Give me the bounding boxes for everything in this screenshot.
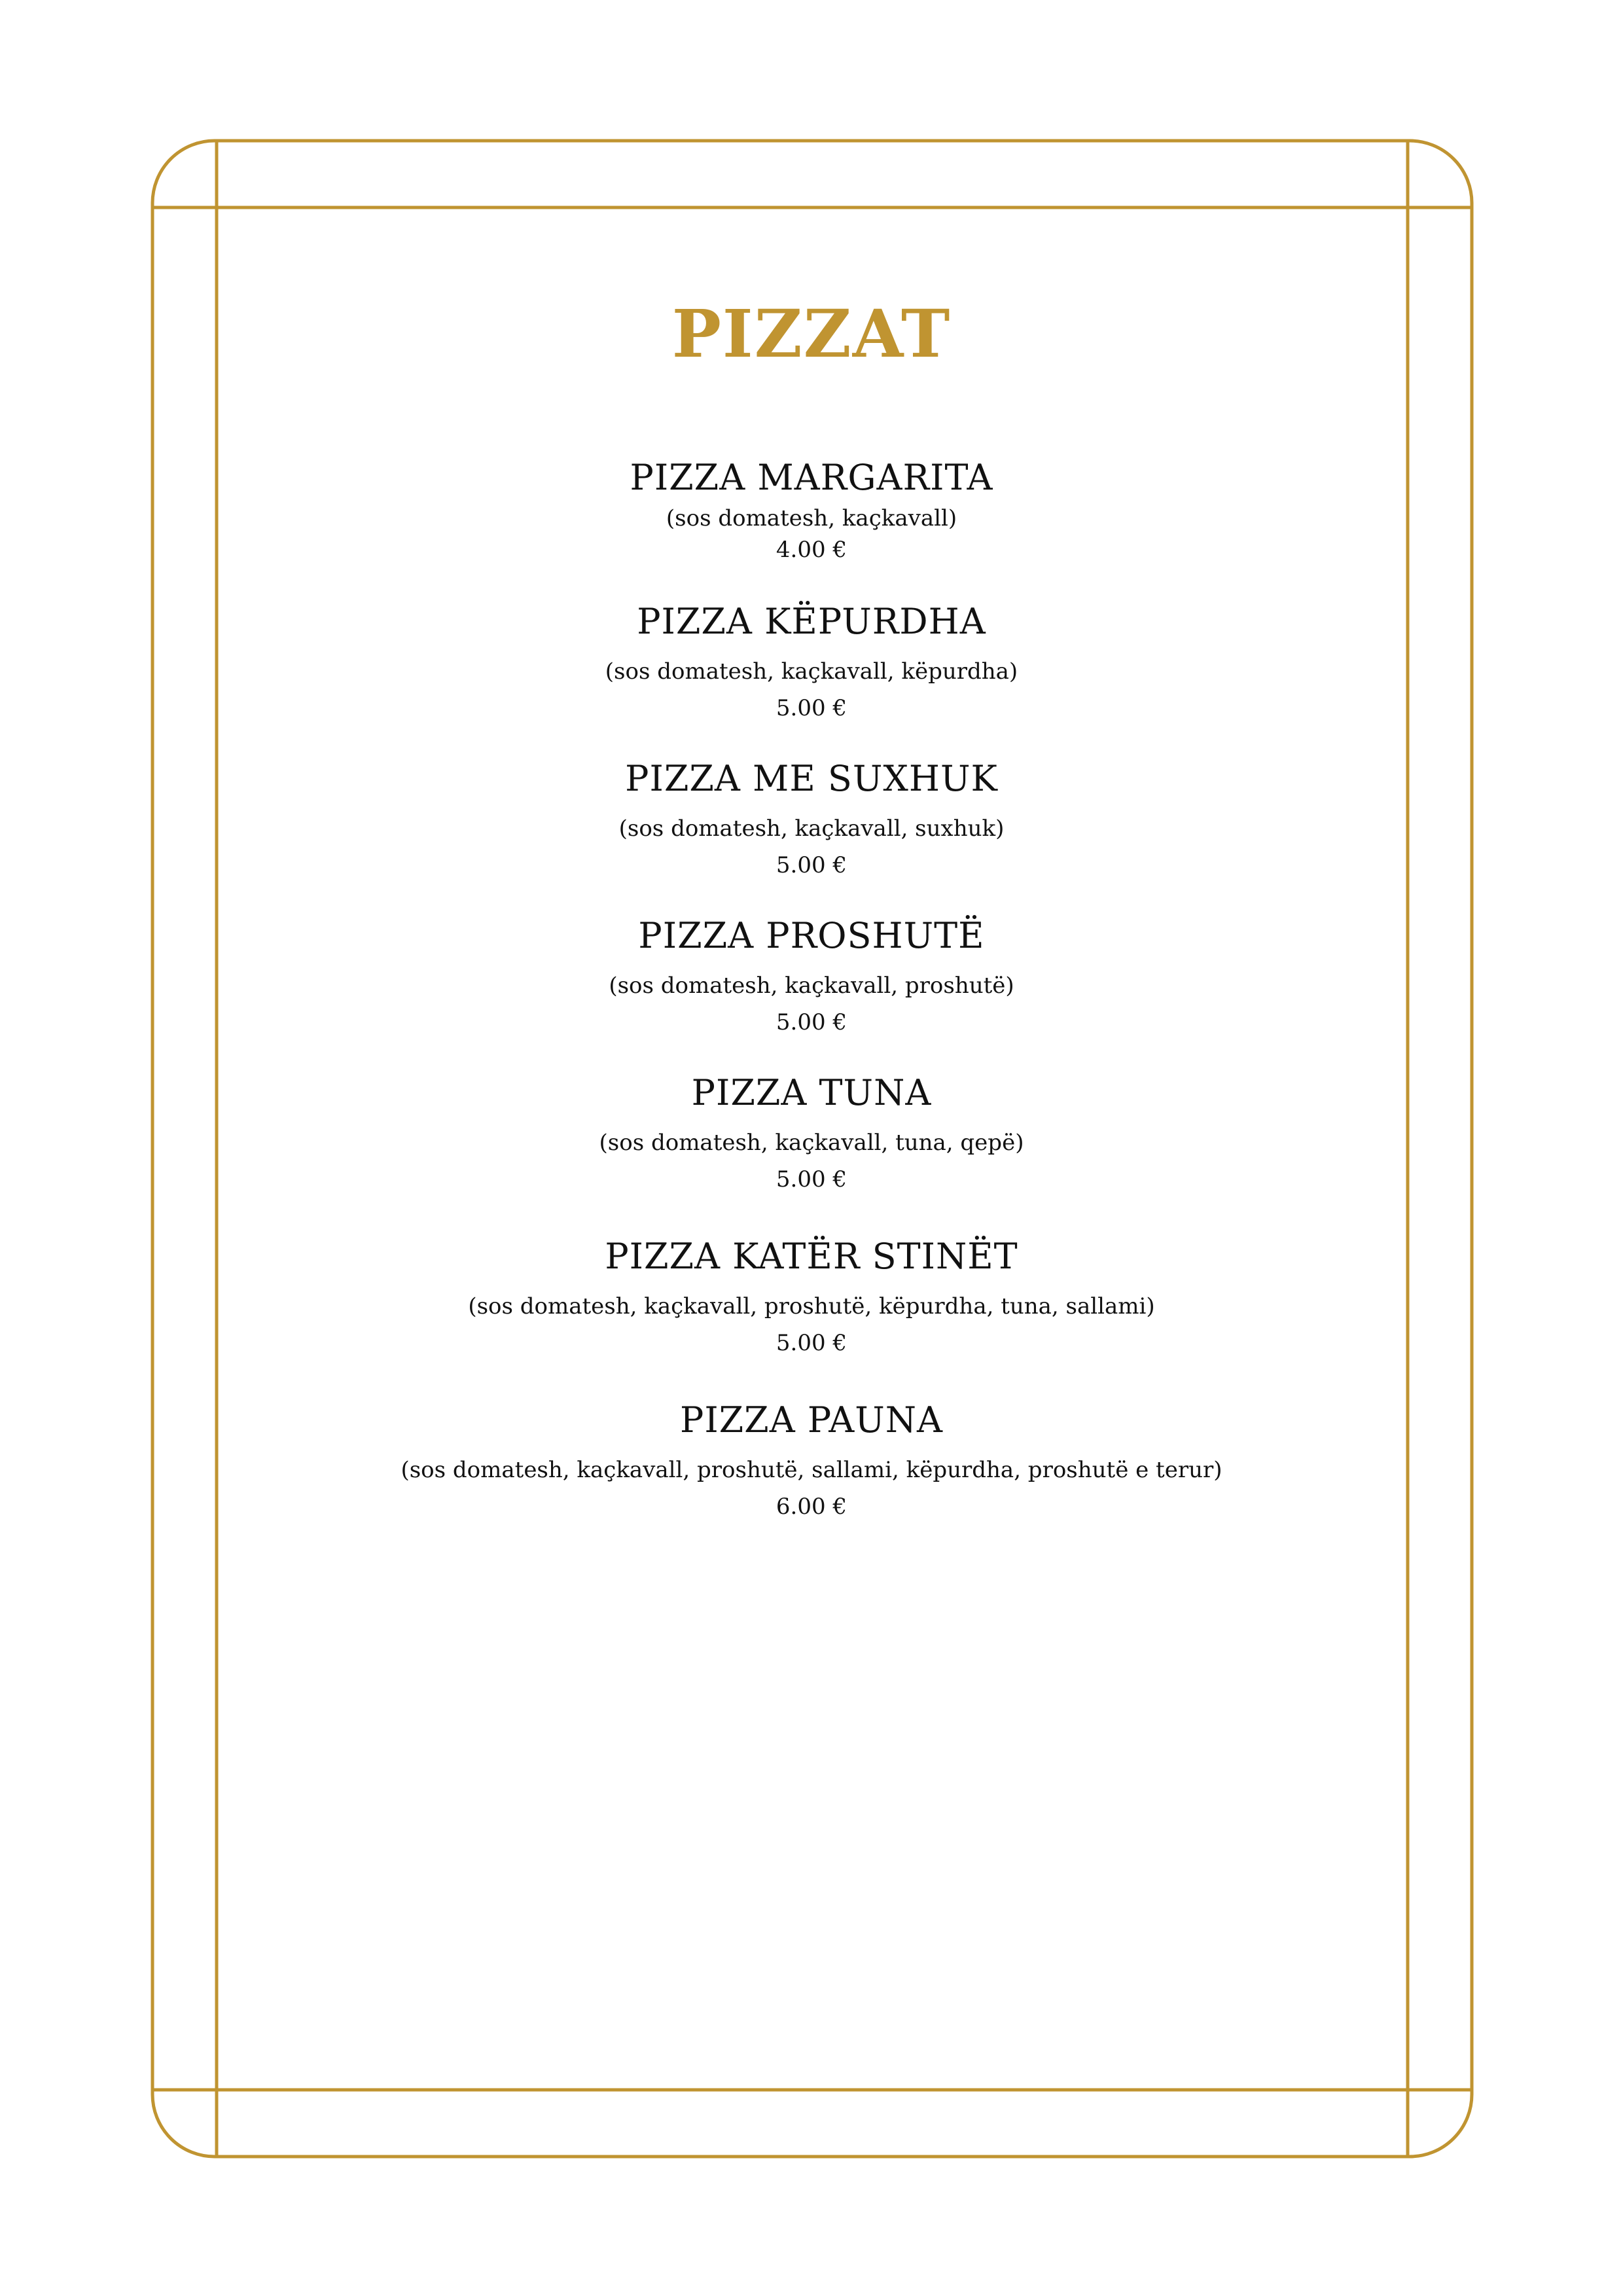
menu-item-name: PIZZA ME SUXHUK xyxy=(625,758,998,799)
menu-item xyxy=(217,453,1406,565)
menu-item-name: PIZZA KËPURDHA xyxy=(637,601,986,642)
menu-item xyxy=(217,1232,1406,1359)
menu-item-price: 6.00 € xyxy=(776,1494,847,1520)
menu-item-price: 5.00 € xyxy=(776,1330,847,1356)
menu-item-price: 5.00 € xyxy=(776,695,847,721)
menu-item-description: (sos domatesh, kaçkavall, tuna, qepë) xyxy=(599,1130,1024,1156)
menu-item-description: (sos domatesh, kaçkavall, proshutë) xyxy=(609,973,1014,999)
menu-title: PIZZAT xyxy=(671,295,952,372)
menu-item-price: 5.00 € xyxy=(776,1009,847,1035)
menu-item-price: 5.00 € xyxy=(776,852,847,878)
menu-item-name: PIZZA PROSHUTË xyxy=(638,915,985,956)
menu-item-name: PIZZA TUNA xyxy=(691,1072,932,1113)
menu-item xyxy=(217,1395,1406,1522)
menu-item-description: (sos domatesh, kaçkavall, suxhuk) xyxy=(618,816,1005,842)
menu-item xyxy=(217,754,1406,881)
menu-item xyxy=(217,1068,1406,1195)
menu-item-description: (sos domatesh, kaçkavall, proshutë, këpurdha, tuna, sallami) xyxy=(468,1293,1155,1319)
menu-item-description: (sos domatesh, kaçkavall, proshutë, sallami, këpurdha, proshutë e terur) xyxy=(401,1457,1222,1483)
menu-item xyxy=(217,597,1406,724)
menu-item-description: (sos domatesh, kaçkavall, këpurdha) xyxy=(605,658,1018,685)
menu-item-price: 4.00 € xyxy=(776,537,847,563)
menu-item-name: PIZZA PAUNA xyxy=(680,1399,943,1441)
menu-item-description: (sos domatesh, kaçkavall) xyxy=(666,505,957,531)
menu-item xyxy=(217,911,1406,1038)
menu-item-name: PIZZA MARGARITA xyxy=(630,457,993,498)
menu-item-name: PIZZA KATËR STINËT xyxy=(605,1236,1018,1277)
menu-item-price: 5.00 € xyxy=(776,1166,847,1193)
